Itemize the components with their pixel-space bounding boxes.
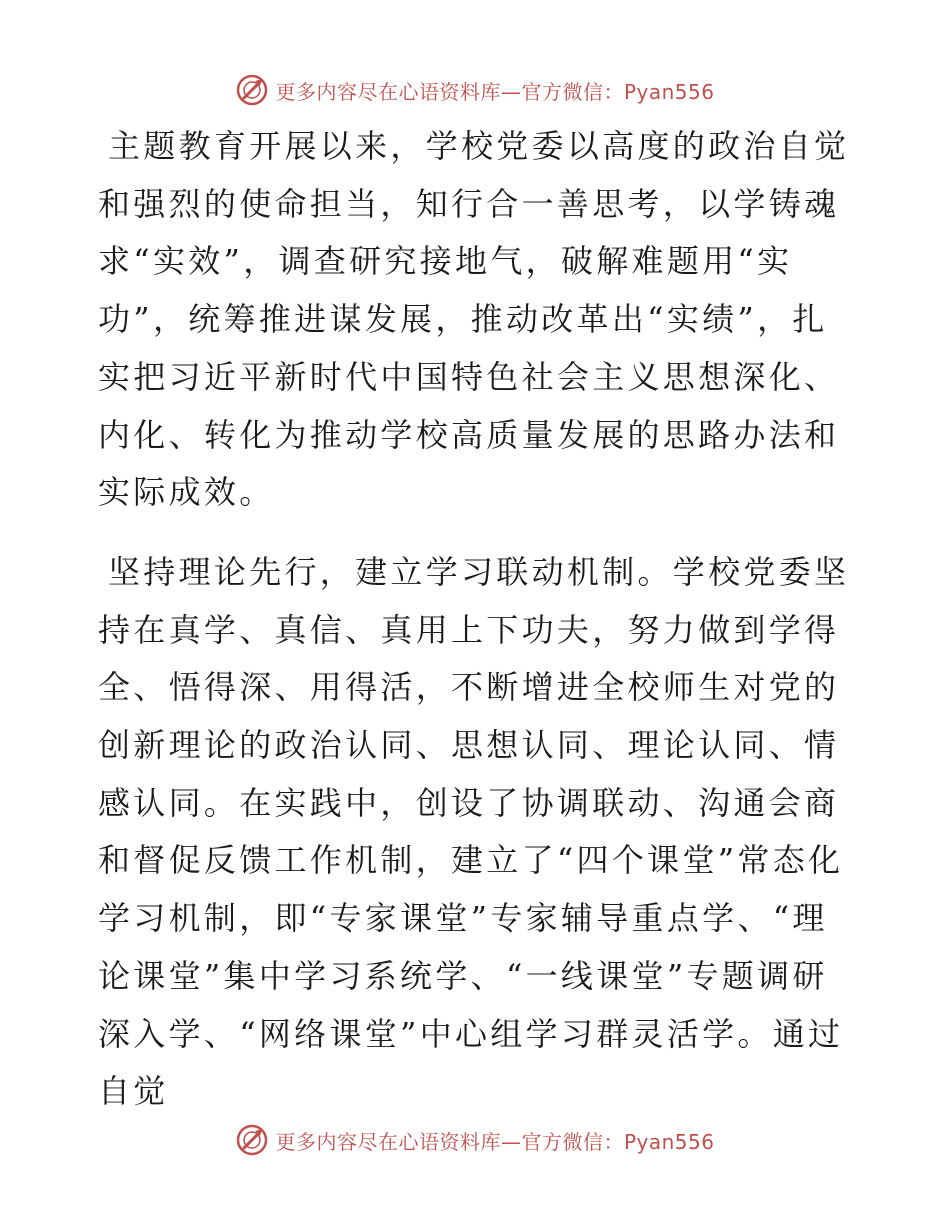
document-body <box>98 118 858 1121</box>
seal-logo-icon <box>235 1123 269 1157</box>
watermark-text: 更多内容尽在心语资料库—官方微信：Pyan556 <box>275 1129 715 1154</box>
watermark-text: 更多内容尽在心语资料库—官方微信：Pyan556 <box>275 79 715 104</box>
paragraph-intro: 主题教育开展以来，学校党委以高度的政治自觉和强烈的使命担当，知行合一善思考，以学铸魂求“实效”，调查研究接地气，破解难题用“实功”，统筹推进谋发展，推动改革出“实绩”，扎实把习近平新时代中国特色社会主义思想深化、内化、转化为推动学校高质量发展的思路办法和实际成效。 <box>98 127 850 512</box>
paragraph-theory-first: 坚持理论先行，建立学习联动机制。学校党委坚持在真学、真信、真用上下功夫，努力做到学得全、悟得深、用得活，不断增进全校师生对党的创新理论的政治认同、思想认同、理论认同、情感认同。在实践中，创设了协调联动、沟通会商和督促反馈工作机制，建立了“四个课堂”常态化学习机制，即“专家课堂”专家辅导重点学、“理论课堂”集中学习系统学、“一线课堂”专题调研深入学、“网络课堂”中心组学习群灵活学。通过自觉 <box>98 552 850 1111</box>
seal-logo-icon <box>235 73 269 107</box>
header-watermark <box>0 70 950 110</box>
footer-watermark <box>0 1120 950 1160</box>
